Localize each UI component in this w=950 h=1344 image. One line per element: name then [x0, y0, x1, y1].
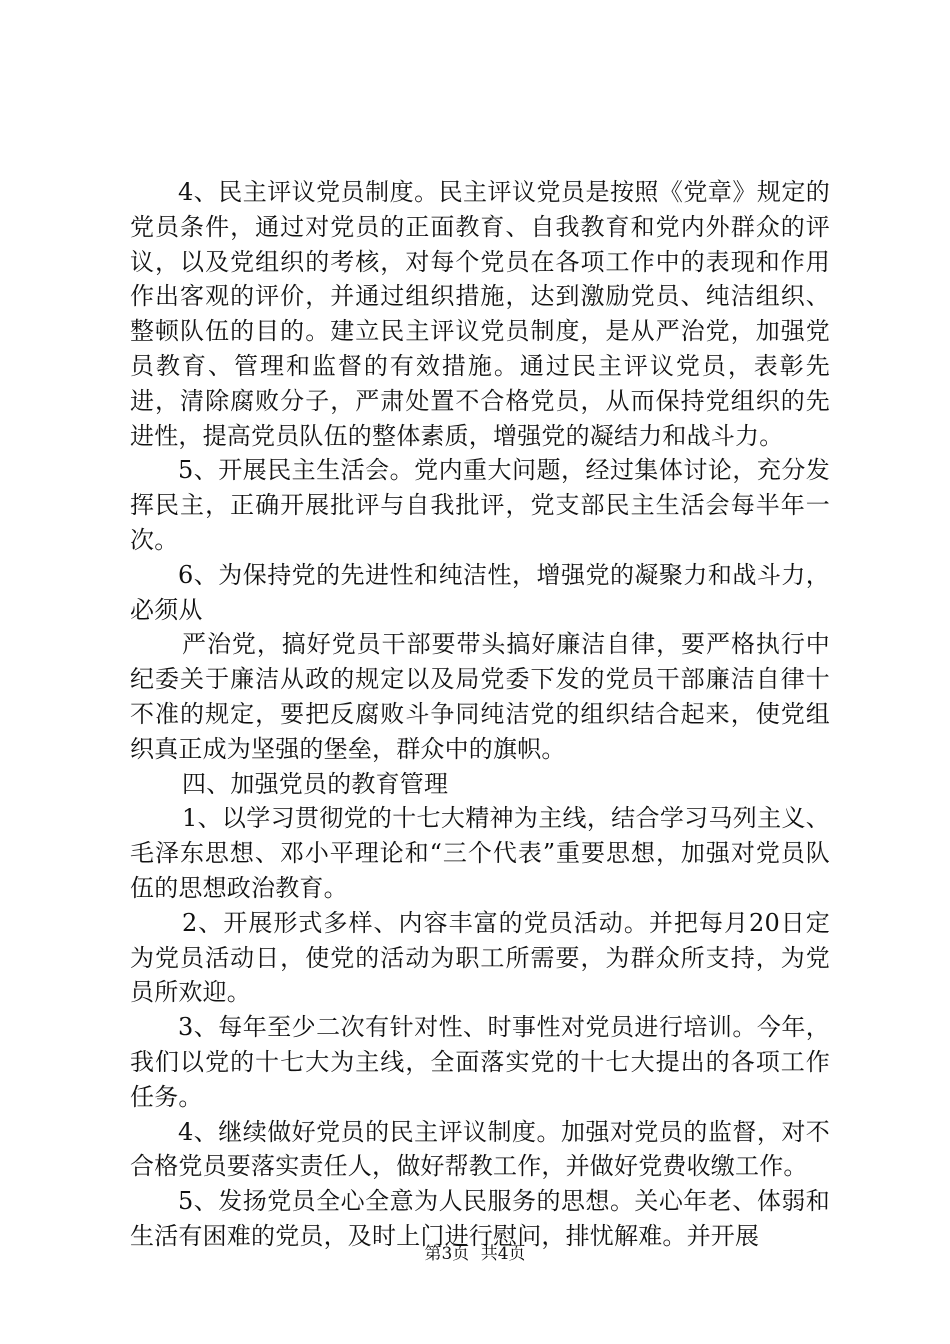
paragraph-8: 3、每年至少二次有针对性、时事性对党员进行培训。今年，我们以党的十七大为主线，全面落实党的十七大提出的各项工作任务。 — [130, 1013, 830, 1111]
paragraph-2: 5、开展民主生活会。党内重大问题，经过集体讨论，充分发挥民主，正确开展批评与自我批评，党支部民主生活会每半年一次。 — [130, 456, 830, 554]
paragraph-3: 6、为保持党的先进性和纯洁性，增强党的凝聚力和战斗力，必须从 — [130, 560, 830, 624]
page-number: 第3页 — [424, 1244, 470, 1264]
page-total: 共4页 — [480, 1244, 526, 1264]
paragraph-7: 2、开展形式多样、内容丰富的党员活动。并把每月20日定为党员活动日，使党的活动为职工所需要，为群众所支持，为党员所欢迎。 — [130, 908, 830, 1007]
section-heading: 四、加强党员的教育管理 — [182, 769, 449, 798]
paragraph-10: 5、发扬党员全心全意为人民服务的思想。关心年老、体弱和生活有困难的党员，及时上门进行慰问，排忧解难。并开展 — [130, 1187, 830, 1250]
body-text — [130, 175, 830, 1254]
paragraph-6: 1、以学习贯彻党的十七大精神为主线，结合学习马列主义、毛泽东思想、邓小平理论和“三个代表”重要思想，加强对党员队伍的思想政治教育。 — [130, 804, 830, 902]
paragraph-4: 严治党，搞好党员干部要带头搞好廉洁自律，要严格执行中纪委关于廉洁从政的规定以及局党委下发的党员干部廉洁自律十不准的规定，要把反腐败斗争同纯洁党的组织结合起来，使党组织真正成为坚强的堡垒，群众中的旗帜。 — [130, 630, 830, 763]
paragraph-9: 4、继续做好党员的民主评议制度。加强对党员的监督，对不合格党员要落实责任人，做好帮教工作，并做好党费收缴工作。 — [130, 1117, 830, 1181]
page-footer — [0, 1244, 950, 1264]
paragraph-1: 4、民主评议党员制度。民主评议党员是按照《党章》规定的党员条件，通过对党员的正面教育、自我教育和党内外群众的评议，以及党组织的考核，对每个党员在各项工作中的表现和作用作出客观的评价，并通过组织措施，达到激励党员、纯洁组织、整顿队伍的目的。建立民主评议党员制度，是从严治党，加强党员教育、管理和监督的有效措施。通过民主评议党员，表彰先进，清除腐败分子，严肃处置不合格党员，从而保持党组织的先进性，提高党员队伍的整体素质，增强党的凝结力和战斗力。 — [130, 178, 830, 450]
